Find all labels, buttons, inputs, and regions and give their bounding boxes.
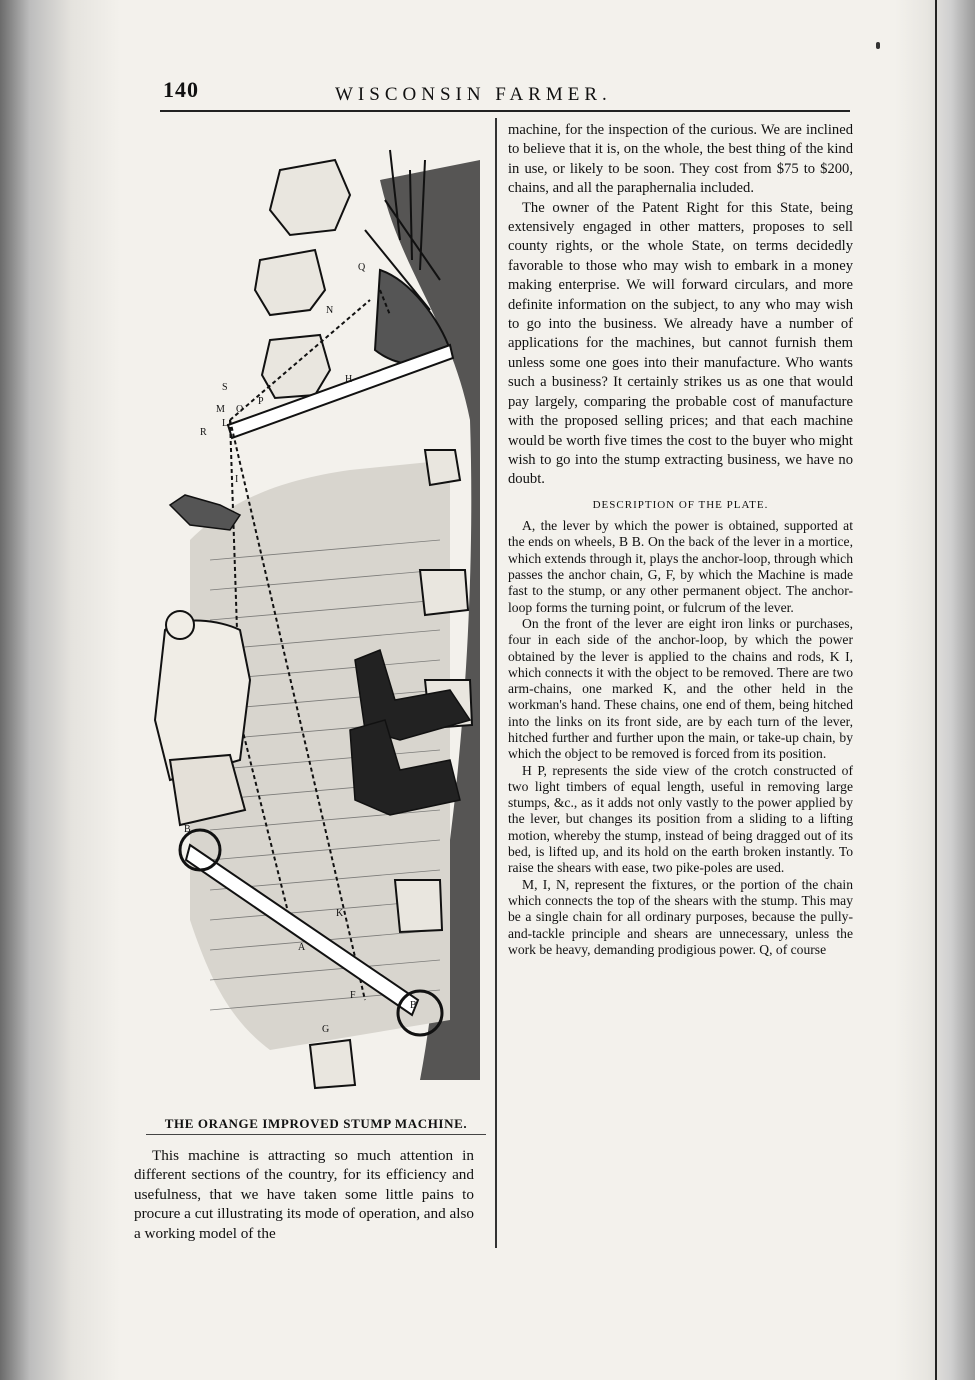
running-head: WISCONSIN FARMER. bbox=[335, 84, 612, 105]
label-s: S bbox=[222, 382, 228, 393]
label-f: F bbox=[350, 990, 356, 1001]
stump-machine-engraving bbox=[150, 120, 480, 1115]
label-o: O bbox=[236, 404, 244, 415]
label-p: P bbox=[258, 396, 264, 407]
label-a: A bbox=[298, 942, 306, 953]
label-l: L bbox=[222, 418, 229, 429]
label-b-rear: B bbox=[410, 1000, 417, 1011]
page-binding-shadow bbox=[0, 0, 120, 1380]
left-paragraph: This machine is attracting so much attention in different sections of the country, for its efficiency and usefulness, that we have taken some little pains to procure a cut illustrating its mode of operation, and also a working model of the bbox=[134, 1147, 474, 1242]
plate-paragraph-1: A, the lever by which the power is obtained, supported at the ends on wheels, B B. On the back of the lever in a mortice, which extends through it, plays the anchor-loop, through which passes the anchor chain, G, F, by which the Machine is made fast to the stump, or any other permanent object. The anchor-loop forms the turning point, or fulcrum of the lever. bbox=[508, 518, 853, 615]
label-i: I bbox=[235, 474, 239, 485]
right-column bbox=[508, 121, 853, 958]
label-g: G bbox=[322, 1024, 330, 1035]
right-paragraph-2: The owner of the Patent Right for this State, being extensively engaged in other matters, proposes to sell county rights, or the whole State, on terms decidedly favorable to those who may wish to embark in a money making enterprise. We will forward circulars, and more definite information on the subject, to any who may wish to go into the business. We already have a number of applications for the machines, but cannot furnish them unless some one goes into their manufacture. Who wants such a business? It certainly strikes us as one that would pay largely, comparing the probable cost of manufacture with the proposed selling prices; and that each machine would be worth five times the cost to the buyer who might wish to go into the stump extracting business, we have no doubt. bbox=[508, 199, 853, 488]
right-paragraph-1: machine, for the inspection of the curious. We are inclined to believe that it is, on the whole, the best thing of the kind in use, or likely to be soon. They cost from $75 to $200, chains, and all the paraphernalia included. bbox=[508, 122, 853, 197]
label-k: K bbox=[336, 908, 344, 919]
plate-paragraph-2: On the front of the lever are eight iron links or purchases, four in each side of the anchor-loop, by which the power obtained by the lever is applied to the chains and rods, K I, which connects it with the object to be removed. There are two arm-chains, one marked K, and the other held in the workman's hand. These chains, one end of them, being hitched into the links on its front side, are by each turn of the lever, hitched further and further upon the main, or take-up chain, by which the object to be removed is forced from its position. bbox=[508, 615, 853, 762]
plate-paragraph-3: H P, represents the side view of the crotch constructed of two light timbers of equal length, useful in removing large stumps, &c., as it adds not only vastly to the power applied by the lever, but changes its position from a sliding to a lifting motion, whereby the stump, instead of being dragged out of its bed, is lifted up, and its hold on the earth broken instantly. To raise the shears with ease, two pike-poles are used. bbox=[508, 762, 853, 876]
description-heading: DESCRIPTION OF THE PLATE. bbox=[592, 498, 769, 511]
figure-caption: THE ORANGE IMPROVED STUMP MACHINE. bbox=[164, 1116, 468, 1131]
left-column bbox=[134, 1146, 474, 1243]
label-b-front: B bbox=[184, 824, 191, 835]
oxen-team bbox=[155, 611, 250, 825]
label-n: N bbox=[326, 305, 334, 316]
label-h: H bbox=[345, 374, 353, 385]
caption-rule bbox=[146, 1134, 486, 1135]
ink-blot bbox=[876, 42, 880, 49]
label-q: Q bbox=[358, 262, 366, 273]
header-rule bbox=[160, 110, 850, 112]
label-r: R bbox=[200, 427, 207, 438]
column-rule bbox=[495, 118, 497, 1248]
page-edge bbox=[895, 0, 975, 1380]
plate-paragraph-4: M, I, N, represent the fixtures, or the portion of the chain which connects the top of the shears with the stump. This may be a single chain for all ordinary purposes, because the pully-and-tackle principle and shears are unnecessary, unless the work be heavy, demanding prodigious power. Q, of course bbox=[508, 876, 853, 957]
label-m: M bbox=[216, 404, 225, 415]
page-number: 140 bbox=[163, 77, 199, 102]
